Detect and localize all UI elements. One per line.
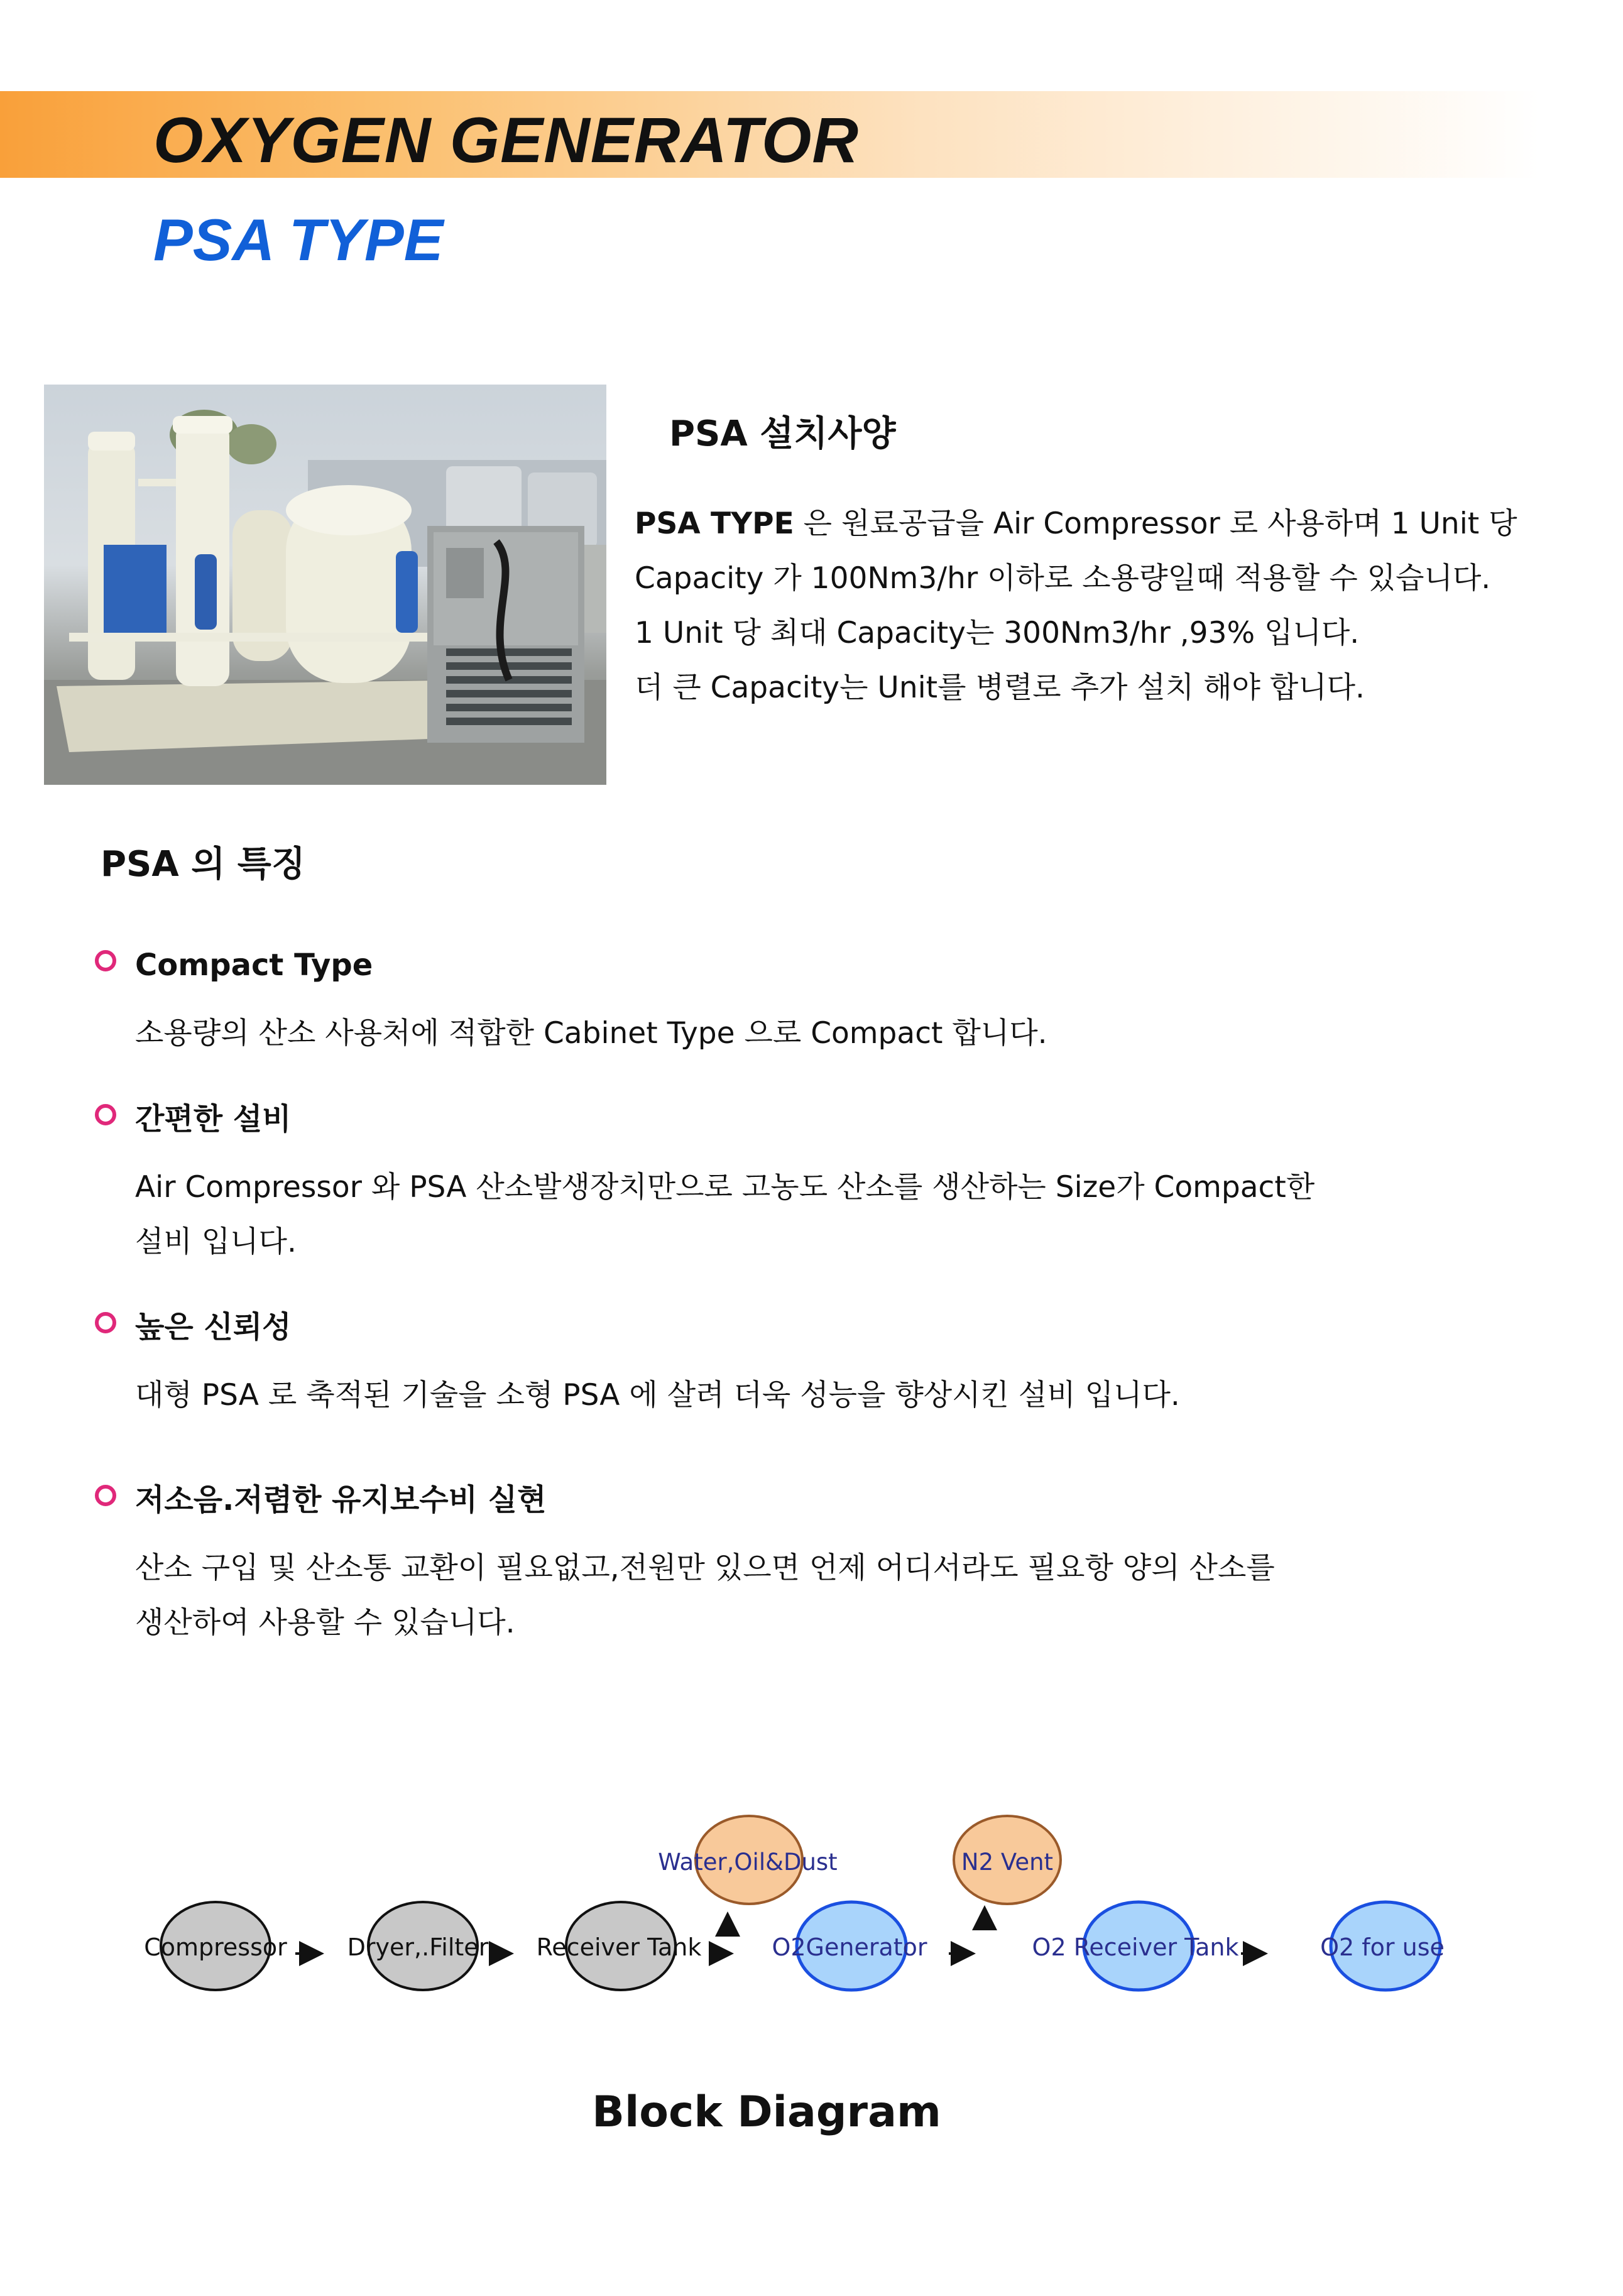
feature-bullet-icon (95, 1485, 116, 1506)
feature-desc-compact: 소용량의 산소 사용처에 적합한 Cabinet Type 으로 Compact 합니다. (135, 1016, 1047, 1051)
spec-line-1-rest: 은 원료공급을 Air Compressor 로 사용하며 1 Unit 당 (794, 506, 1517, 541)
feature-title-reliability: 높은 신뢰성 (135, 1309, 292, 1345)
compressor-label: Compressor (144, 1933, 287, 1961)
spec-line-4: 더 큰 Capacity는 Unit를 병렬로 추가 설치 해야 합니다. (635, 670, 1365, 705)
psa-equipment-illustration (44, 385, 606, 785)
water-oil-dust-label: Water,Oil&Dust (658, 1849, 838, 1876)
dryer-filter-label: Dryer,.Filter (347, 1933, 489, 1961)
feature-title-simple: 간편한 설비 (135, 1102, 292, 1137)
features-heading: PSA 의 특징 (101, 844, 305, 885)
feature-bullet-icon (95, 1312, 116, 1333)
o2-for-use-label: O2 for use (1320, 1933, 1445, 1961)
block-diagram (0, 1791, 1623, 2074)
o2-generator-label: O2Generator (772, 1933, 927, 1961)
n2-vent-label: N2 Vent (961, 1849, 1054, 1876)
spec-description (635, 496, 1539, 715)
psa-equipment-photo (44, 385, 606, 785)
spec-line-3: 1 Unit 당 최대 Capacity는 300Nm3/hr ,93% 입니다. (635, 616, 1360, 650)
feature-title-low-cost: 저소음.저렴한 유지보수비 실현 (135, 1482, 547, 1517)
spec-line-1 (635, 496, 1539, 551)
feature-desc-low-cost-1: 산소 구입 및 산소통 교환이 필요없고,전원만 있으면 언제 어디서라도 필요항 양의 산소를 (135, 1551, 1275, 1585)
o2-receiver-tank-label: O2 Receiver Tank (1032, 1933, 1239, 1961)
spec-line-1-bold: PSA TYPE (635, 506, 794, 541)
spec-heading: PSA 설치사양 (669, 413, 896, 454)
feature-bullet-icon (95, 950, 116, 971)
diagram-title: Block Diagram (592, 2087, 941, 2137)
feature-desc-simple-1: Air Compressor 와 PSA 산소발생장치만으로 고농도 산소를 생산하는 Size가 Compact한 (135, 1170, 1315, 1205)
feature-desc-low-cost-2: 생산하여 사용할 수 있습니다. (135, 1605, 515, 1640)
feature-desc-simple-2: 설비 입니다. (135, 1225, 297, 1259)
page-title: OXYGEN GENERATOR (153, 104, 860, 176)
spec-line-2: Capacity 가 100Nm3/hr 이하로 소용량일때 적용할 수 있습니다. (635, 561, 1491, 596)
feature-title-compact: Compact Type (135, 948, 373, 983)
page-subtitle: PSA TYPE (153, 207, 444, 273)
feature-desc-reliability: 대형 PSA 로 축적된 기술을 소형 PSA 에 살려 더욱 성능을 향상시킨 설비 입니다. (135, 1378, 1180, 1413)
feature-bullet-icon (95, 1104, 116, 1125)
receiver-tank-label: Receiver Tank (536, 1933, 702, 1961)
